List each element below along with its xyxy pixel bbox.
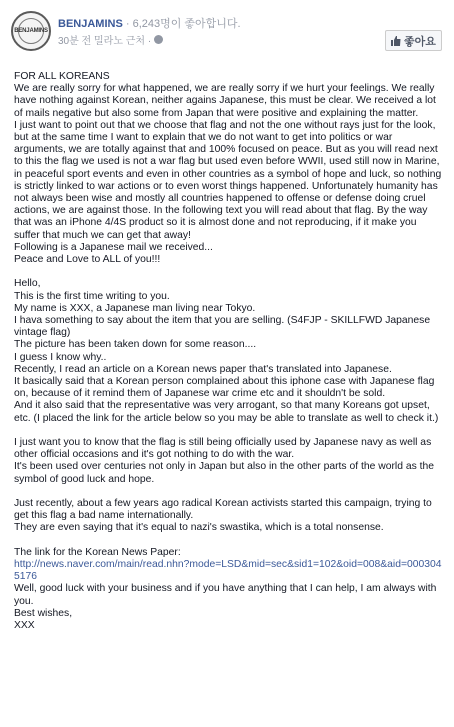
post-text-line: Recently, I read an article on a Korean news paper that's translated into Japanese.: [14, 363, 392, 375]
page-name-link[interactable]: BENJAMINS: [58, 18, 123, 30]
post-text-line: I hava something to say about the item that you are selling. (S4FJP - SKILLFWD Japanese vintage flag): [14, 315, 431, 339]
post-text-line: It's been used over centuries not only in Japan but also in the other parts of the world as the symbol of good luck and hope.: [14, 461, 435, 485]
post-text-line: I just want to point out that we choose that flag and not the one without rays just for the look, but at the same time I want to explain that we do not want to get into politics or war arguments, we are totally against that and 100% focused on peace. But as you will read next to this the flag we used is not a war flag but used even before WWII, used still now in Marine, in peaceful sport events and even in other countries as a symbol of hope and luck, so nothing is strictly linked to war actions or to even worst things happened. Unfortunately humanity has not always been wise and mostly all countries happened to offense or defense doing cruel actions, we are against those. In the following text you will read about that flag. By the way that was an iPhone 4/4S product so it is almost done and not reproducing, if it make you suffer that much we can get that away!: [14, 119, 442, 241]
post-text-line: It basically said that a Korean person complained about this iphone case with Japanese flag on, because of it remind them of Japanese war crime etc and it shouldn't be sold.: [14, 376, 435, 400]
post-text-line: My name is XXX, a Japanese man living near Tokyo.: [14, 302, 256, 314]
post-body: [14, 71, 442, 632]
post-text-line: Well, good luck with your business and if you have anything that I can help, I am always with you.: [14, 583, 437, 607]
paragraph-gap: [14, 535, 442, 547]
page-avatar[interactable]: [11, 11, 51, 51]
post-text-line: I guess I know why..: [14, 351, 107, 363]
post-text-line: Just recently, about a few years ago radical Korean activists started this campaign, trying to get this flag a bad name internationally.: [14, 498, 432, 522]
likes-count: · 6,243명이 좋아합니다.: [122, 18, 241, 30]
thumb-up-icon: [391, 36, 401, 46]
post-text-line: Peace and Love to ALL of you!!!: [14, 254, 161, 266]
paragraph-gap: [14, 266, 442, 278]
post-timestamp-location[interactable]: 30분 전 밀라노 근처 ·: [58, 36, 152, 47]
post-text-line: Hello,: [14, 278, 41, 290]
post-text-line: The link for the Korean News Paper:: [14, 546, 181, 558]
page-title-line: [58, 15, 241, 31]
news-article-link[interactable]: http://news.naver.com/main/read.nhn?mode=LSD&mid=sec&sid1=102&oid=008&aid=0003045176: [14, 559, 442, 583]
post-text-line: Best wishes,: [14, 607, 73, 619]
post-text-line: I just want you to know that the flag is still being officially used by Japanese navy as well as other official occasions and it's got nothing to do with the war.: [14, 437, 432, 461]
post-text-line: They are even saying that it's equal to nazi's swastika, which is a total nonsense.: [14, 522, 384, 534]
post-meta: [58, 32, 163, 47]
paragraph-gap: [14, 486, 442, 498]
avatar-logo: BENJAMINS: [18, 18, 44, 44]
post-text-line: Following is a Japanese mail we received...: [14, 241, 213, 253]
post-text-line: XXX: [14, 620, 35, 632]
like-button-label: 좋아요: [404, 35, 436, 48]
post-header: [0, 0, 454, 62]
post-text-line: And it also said that the representative was very arrogant, so that many Koreans got upset, etc. (I placed the link for the article below so you may be able to translate as well to check it.): [14, 400, 439, 424]
paragraph-gap: [14, 425, 442, 437]
like-button[interactable]: [385, 30, 442, 51]
post-text-line: FOR ALL KOREANS: [14, 71, 110, 82]
post-text-line: This is the first time writing to you.: [14, 290, 170, 302]
post-text-line: We are really sorry for what happened, we are really sorry if we hurt your feelings. We really have nothing against Korean, neither agains Japanese, this must be clear. We received a lot of mails negative but also some from Japan that were positive and explaining the matter.: [14, 83, 436, 119]
post-text-line: The picture has been taken down for some reason....: [14, 339, 257, 351]
globe-icon: [154, 35, 163, 44]
